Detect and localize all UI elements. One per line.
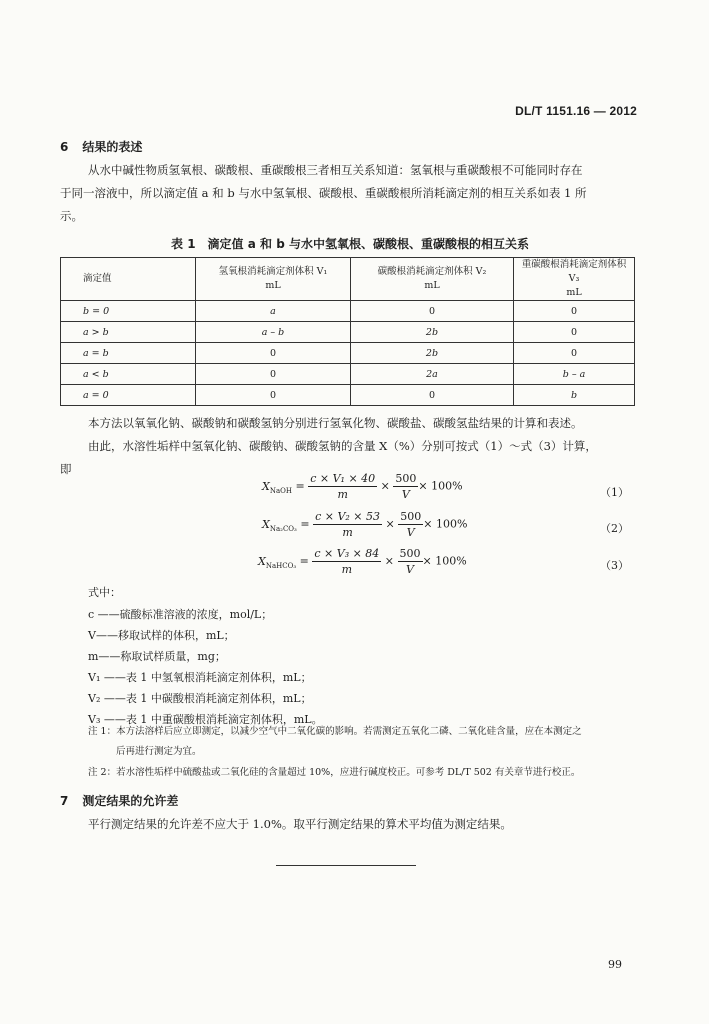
formula-3: $X_{NaHCO_3}$ = $\frac{\text{c × V₃ × 84}}{m}$ × $\frac{500}{V}$ × 100% [258,547,467,576]
header-v3: 重碳酸根消耗滴定剂体积 V₃ mL [514,258,635,301]
table-cell: 0 [196,364,351,385]
table-cell: 0 [514,301,635,322]
table-cell: a – b [196,322,351,343]
table-cell: 0 [351,301,514,322]
symbol-m: m——称取试样质量，mg； [88,650,226,663]
table-cell: 0 [351,385,514,406]
table-cell: 2b [351,322,514,343]
table-title: 表 1 滴定值 a 和 b 与水中氢氧根、碳酸根、重碳酸根的相互关系 [171,237,529,251]
intro-line-1: 从水中碱性物质氢氧根、碳酸根、重碳酸根三者相互关系知道：氢氧根与重碳酸根不可能同时存在 [88,163,583,177]
header-v1: 氢氧根消耗滴定剂体积 V₁ mL [196,258,351,301]
table-cell: 0 [196,343,351,364]
section-7-heading [60,792,178,809]
note-1-line-1: 注 1：本方法溶样后应立即测定，以减少空气中二氧化碳的影响。若需测定五氧化二磷、二氧化硅含量，应在本测定之 [88,726,582,737]
method-line-3: 即 [60,462,72,476]
method-line-1: 本方法以氧氧化钠、碳酸钠和碳酸氢钠分别进行氢氧化物、碳酸盐、碳酸氢盐结果的计算和表述。 [88,416,583,430]
end-rule [276,865,416,866]
section-number: 7 [60,794,69,808]
section-6-heading [60,138,142,155]
relation-table [60,257,635,406]
table-cell: b – a [514,364,635,385]
symbol-c: c ——硫酸标准溶液的浓度，mol/L； [88,608,273,621]
table-row [61,343,635,364]
note-1-line-2: 后再进行测定为宜。 [116,746,202,757]
symbol-v: V——移取试样的体积，mL； [88,629,235,642]
formula-2: $X_{Na_2CO_3}$ = $\frac{\text{c × V₂ × 53}}{m}$ × $\frac{500}{V}$ × 100% [262,510,468,539]
table-cell: a > b [61,322,196,343]
table-cell: a [196,301,351,322]
table-row [61,301,635,322]
header-v2: 碳酸根消耗滴定剂体积 V₂ mL [351,258,514,301]
table-cell: 0 [514,322,635,343]
table-cell: a < b [61,364,196,385]
note-2: 注 2：若水溶性垢样中硫酸盐或二氧化硅的含量超过 10%，应进行碱度校正。可参考 DL/T 502 有关章节进行校正。 [88,767,581,778]
symbols-label: 式中： [88,586,121,599]
method-line-2: 由此，水溶性垢样中氢氧化钠、碳酸钠、碳酸氢钠的含量 X（%）分别可按式（1）～式（3）计算， [88,439,597,453]
symbol-v2: V₂ ——表 1 中碳酸根消耗滴定剂体积，mL； [88,692,312,705]
table-row [61,364,635,385]
symbol-v1: V₁ ——表 1 中氢氧根消耗滴定剂体积，mL； [88,671,312,684]
section-title: 结果的表述 [82,140,143,154]
intro-line-2: 于同一溶液中，所以滴定值 a 和 b 与水中氢氧根、碳酸根、重碳酸根所消耗滴定剂的相互关系如表 1 所 [60,186,587,200]
header-titration-value: 滴定值 [61,258,196,301]
table-cell: b = 0 [61,301,196,322]
page-number: 99 [608,958,622,971]
table-cell: 2b [351,343,514,364]
equation-number-1: （1） [600,486,629,499]
table-row [61,385,635,406]
table-cell: 2a [351,364,514,385]
document-code: DL/T 1151.16 — 2012 [515,104,637,118]
section-7-text: 平行测定结果的允许差不应大于 1.0%。取平行测定结果的算术平均值为测定结果。 [88,817,512,831]
table-cell: a = 0 [61,385,196,406]
table-cell: 0 [514,343,635,364]
symbol-v3: V₃ ——表 1 中重碳酸根消耗滴定剂体积，mL。 [88,713,323,726]
table-header-row [61,258,635,301]
equation-number-2: （2） [600,522,629,535]
formula-1: $X_{NaOH}$ = $\frac{\text{c × V₁ × 40}}{m}$ × $\frac{500}{V}$ × 100% [262,472,463,501]
equation-number-3: （3） [600,559,629,572]
table-row [61,322,635,343]
table-cell: b [514,385,635,406]
intro-line-3: 示。 [60,209,83,223]
section-title: 测定结果的允许差 [82,794,179,808]
table-cell: 0 [196,385,351,406]
section-number: 6 [60,140,69,154]
table-cell: a = b [61,343,196,364]
